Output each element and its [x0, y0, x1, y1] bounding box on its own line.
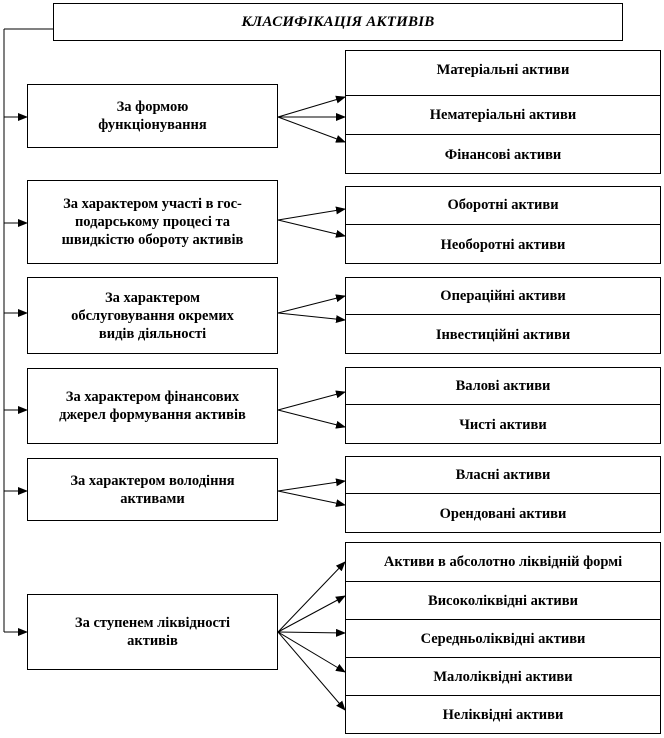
form-items-group [345, 50, 661, 174]
item-highly-liquid-assets: Високоліквідні активи [346, 581, 660, 620]
category-financing-sources-box: За характером фінансових джерел формування активів [27, 368, 278, 444]
liquidity-items-group [345, 542, 661, 734]
item-current-assets: Оборотні активи [447, 196, 559, 213]
item-own-assets: Власні активи [455, 466, 551, 483]
activity-items-group [345, 277, 661, 354]
item-leased-assets: Орендовані активи [346, 493, 660, 534]
item-medium-liquid-assets: Середньоліквідні активи [346, 619, 660, 658]
financing-items-group [345, 367, 661, 444]
item-illiquid-assets: Неліквідні активи [346, 695, 660, 735]
category-form-box: За формою функціонування [27, 84, 278, 148]
item-absolute-liquid-assets: Активи в абсолотно ліквідній формі [383, 553, 623, 570]
item-net-assets: Чисті активи [346, 404, 660, 445]
category-liquidity-box: За ступенем ліквідності активів [27, 594, 278, 670]
participation-items-group [345, 186, 661, 264]
item-low-liquid-assets: Малоліквідні активи [346, 657, 660, 696]
category-participation-box: За характером участі в гос- подарському процесі та швидкістю обороту активів [27, 180, 278, 264]
item-tangible-assets: Матеріальні активи [436, 61, 570, 78]
category-ownership-box: За характером володіння активами [27, 458, 278, 521]
item-operating-assets: Операційні активи [440, 287, 566, 304]
item-gross-assets: Валові активи [455, 377, 551, 394]
item-intangible-assets: Нематеріальні активи [346, 95, 660, 134]
item-noncurrent-assets: Необоротні активи [346, 224, 660, 265]
ownership-items-group [345, 456, 661, 533]
category-activity-service-box: За характером обслуговування окремих видів діяльності [27, 277, 278, 354]
item-financial-assets: Фінансові активи [346, 134, 660, 175]
diagram-title: КЛАСИФІКАЦІЯ АКТИВІВ [53, 3, 623, 41]
item-investment-assets: Інвестиційні активи [346, 314, 660, 355]
